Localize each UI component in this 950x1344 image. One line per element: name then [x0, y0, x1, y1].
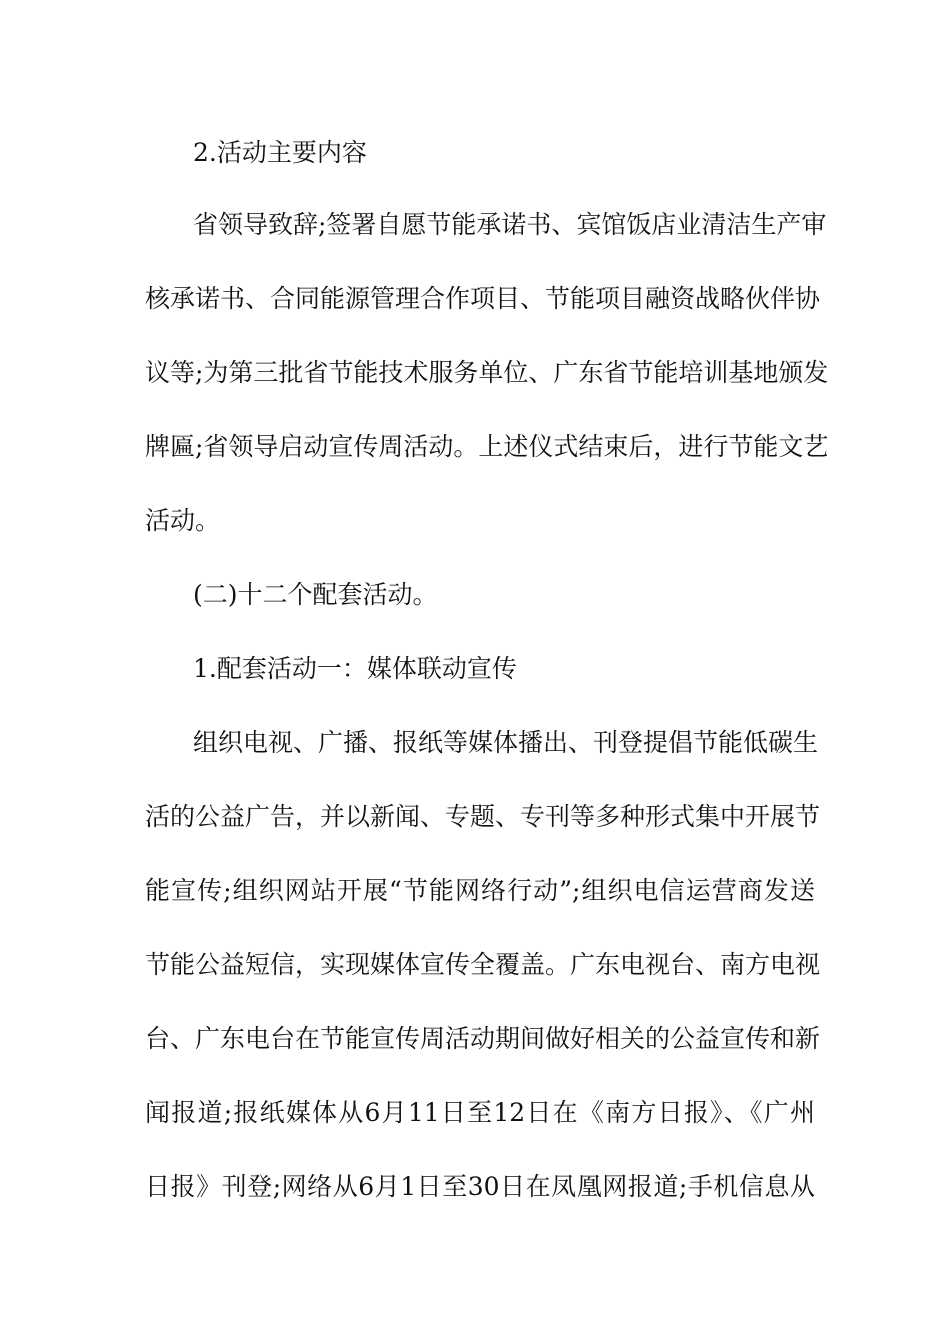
subsection-heading: 1.配套活动一：媒体联动宣传	[193, 654, 517, 683]
paragraph-line: 组织电视、广播、报纸等媒体播出、刊登提倡节能低碳生	[193, 728, 819, 757]
paragraph-line: 牌匾;省领导启动宣传周活动。上述仪式结束后，进行节能文艺	[145, 432, 829, 461]
paragraph-line: 活动。	[145, 506, 221, 535]
paragraph-line: 能宣传;组织网站开展“节能网络行动”;组织电信运营商发送	[145, 876, 815, 905]
paragraph-line: 节能公益短信，实现媒体宣传全覆盖。广东电视台、南方电视	[145, 950, 821, 979]
paragraph-line: 闻报道;报纸媒体从6月11日至12日在《南方日报》、《广州	[145, 1098, 815, 1127]
section-heading: (二)十二个配套活动。	[193, 580, 438, 609]
paragraph-line: 活的公益广告，并以新闻、专题、专刊等多种形式集中开展节	[145, 802, 821, 831]
paragraph-line: 省领导致辞;签署自愿节能承诺书、宾馆饭店业清洁生产审	[193, 210, 827, 239]
paragraph-line: 核承诺书、合同能源管理合作项目、节能项目融资战略伙伴协	[145, 284, 821, 313]
paragraph-line: 议等;为第三批省节能技术服务单位、广东省节能培训基地颁发	[145, 358, 829, 387]
section-heading: 2.活动主要内容	[193, 138, 367, 167]
paragraph-line: 台、广东电台在节能宣传周活动期间做好相关的公益宣传和新	[145, 1024, 821, 1053]
paragraph-line: 日报》刊登;网络从6月1日至30日在凤凰网报道;手机信息从	[145, 1172, 815, 1201]
